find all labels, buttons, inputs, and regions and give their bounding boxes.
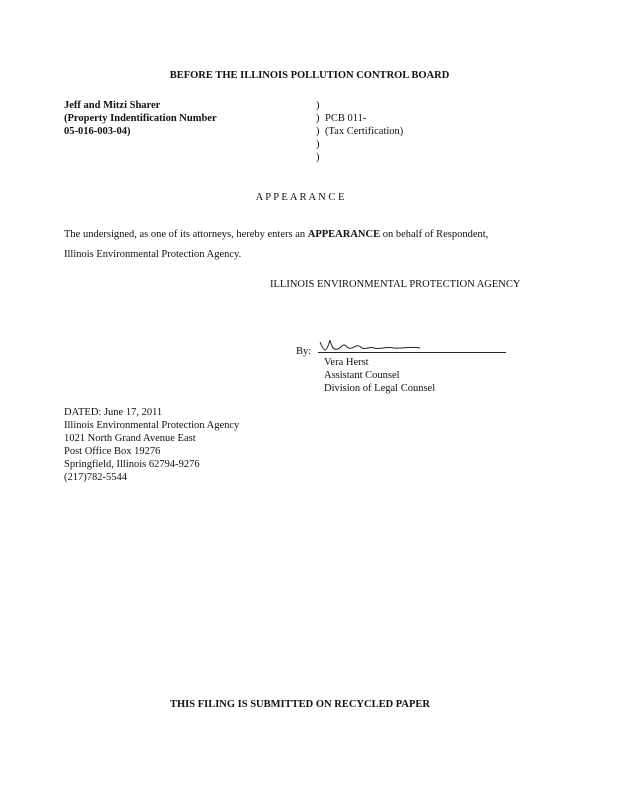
dated-block	[64, 406, 239, 484]
body-line-2: Illinois Environmental Protection Agency.	[64, 249, 242, 260]
city-state-zip: Springfield, Illinois 62794-9276	[64, 459, 200, 470]
signature-icon	[316, 336, 426, 358]
caption-right	[325, 112, 403, 138]
paren: )	[316, 100, 320, 111]
body-line-1	[64, 229, 488, 240]
agency-name: ILLINOIS ENVIRONMENTAL PROTECTION AGENCY	[270, 279, 521, 290]
by-label: By:	[296, 346, 312, 357]
signature-block	[324, 356, 435, 395]
document-heading: BEFORE THE ILLINOIS POLLUTION CONTROL BOARD	[169, 70, 450, 81]
appearance-keyword: APPEARANCE	[307, 229, 381, 240]
recycled-paper-footer: THIS FILING IS SUBMITTED ON RECYCLED PAPER	[169, 699, 431, 710]
signer-name: Vera Herst	[324, 357, 369, 368]
signer-position: Assistant Counsel	[324, 370, 400, 381]
signer-division: Division of Legal Counsel	[324, 383, 436, 394]
po-box: Post Office Box 19276	[64, 446, 161, 457]
petitioner-name: Jeff and Mitzi Sharer	[64, 100, 161, 111]
paren: )	[316, 139, 320, 150]
body-text: on behalf of Respondent,	[380, 229, 489, 240]
case-number: PCB 011-	[325, 113, 367, 124]
paren: )	[316, 126, 320, 137]
property-id-line2: 05-016-003-04)	[64, 126, 131, 137]
document-title: A P P E A R A N C E	[255, 192, 345, 203]
caption-parens	[316, 99, 320, 164]
paren: )	[316, 113, 320, 124]
signature-line	[318, 352, 506, 353]
property-id-line1: (Property Indentification Number	[64, 113, 217, 124]
case-type: (Tax Certification)	[325, 126, 404, 137]
paren: )	[316, 152, 320, 163]
agency-address-name: Illinois Environmental Protection Agency	[64, 420, 240, 431]
caption-left	[64, 99, 217, 138]
body-text: The undersigned, as one of its attorneys, hereby enters an	[64, 229, 308, 240]
phone-number: (217)782-5544	[64, 472, 127, 483]
dated-line: DATED: June 17, 2011	[64, 407, 163, 418]
street-address: 1021 North Grand Avenue East	[64, 433, 196, 444]
